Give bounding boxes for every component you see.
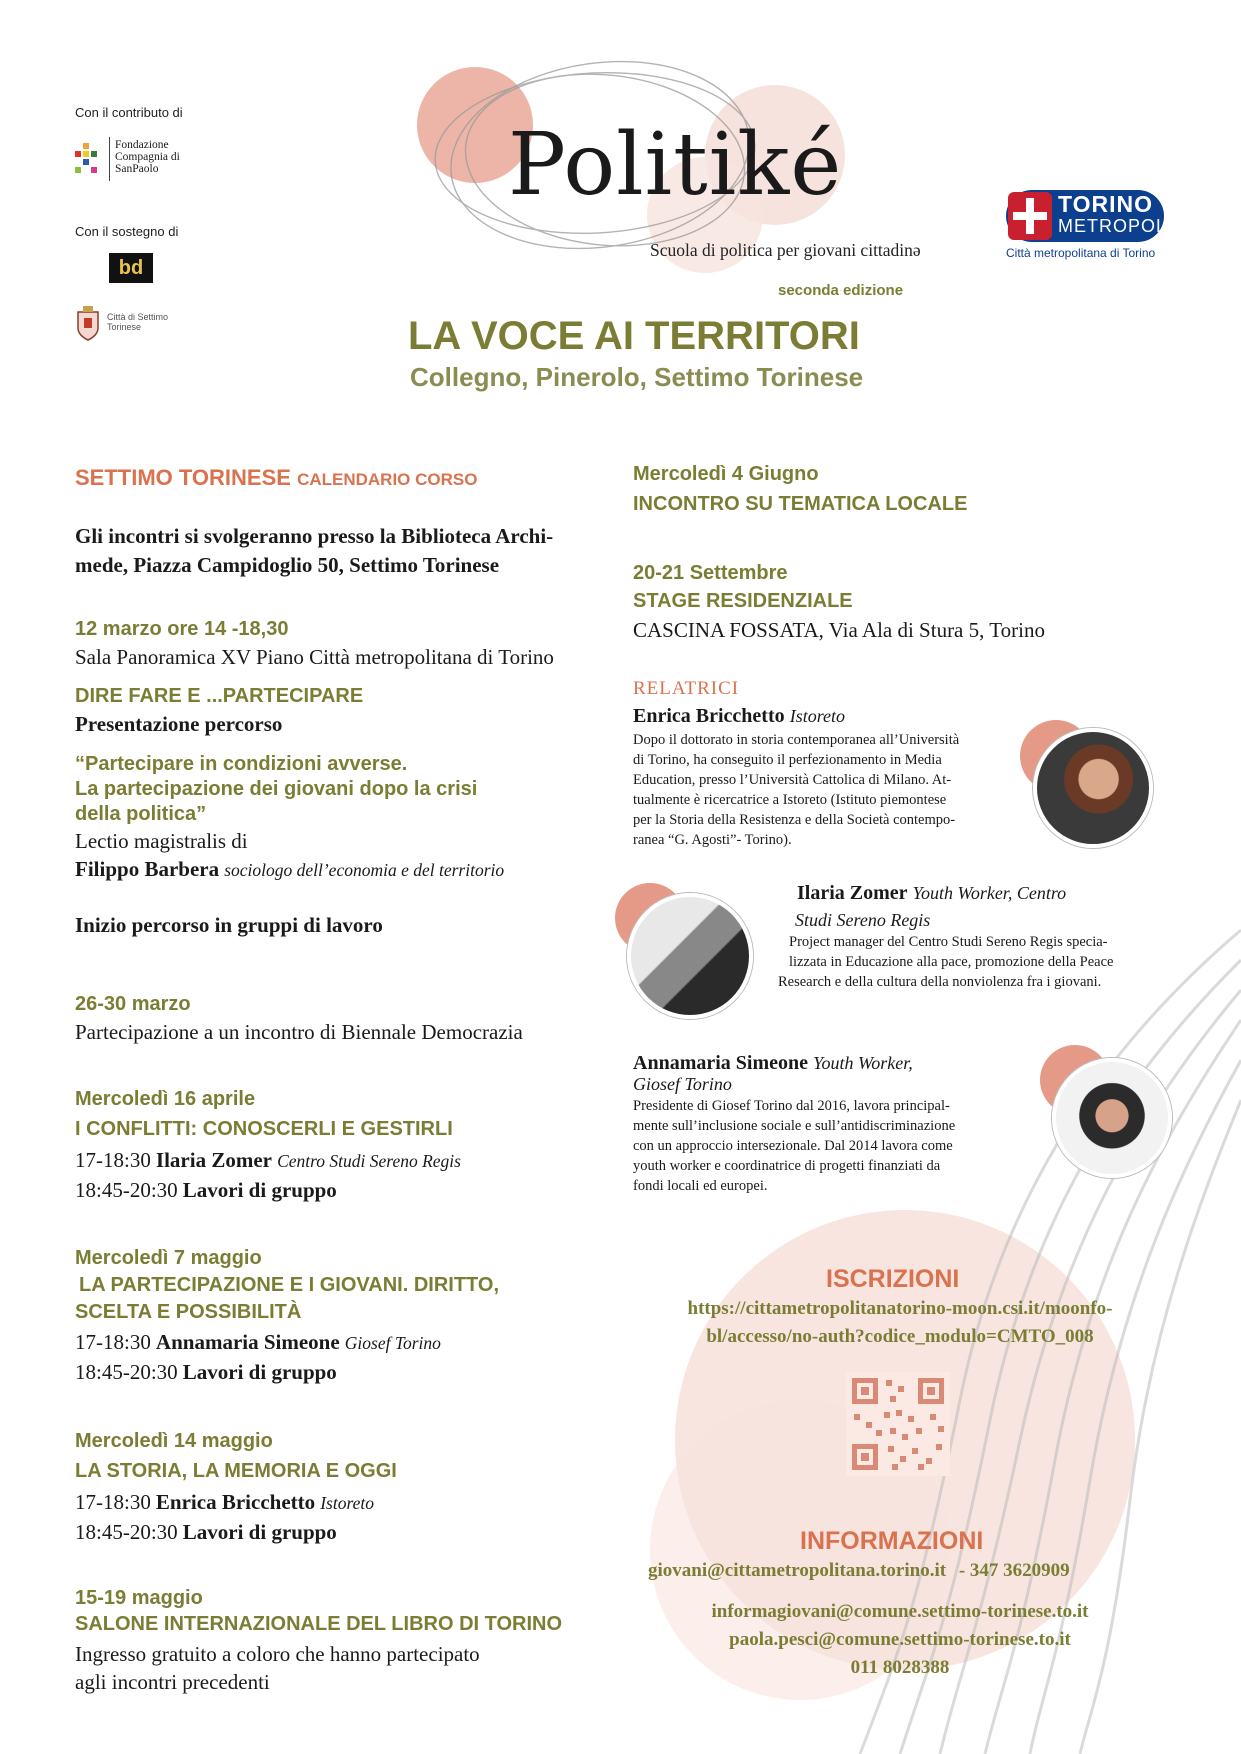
e1-lectio: Lectio magistralis di [75,829,248,853]
s3-header [633,1052,913,1075]
e1-speaker-role: sociologo dell’economia e del territorio [224,860,505,880]
iscrizioni-url-line2[interactable]: bl/accesso/no-auth?codice_modulo=CMTO_008 [706,1326,1094,1347]
e3-groups: Lavori di gruppo [182,1178,337,1202]
compagnia-sanpaolo-logo [75,137,195,181]
s1-org: Istoreto [789,706,846,726]
e5-slot1 [75,1490,374,1515]
logo-title: Politiké [508,115,843,215]
e1-speaker-line [75,857,504,882]
torino-metropoli-logo [1006,190,1174,260]
s2-photo [627,893,753,1019]
s2-bio [778,932,1168,992]
main-title: LA VOCE AI TERRITORI [408,314,860,358]
e1-quote-line2: La partecipazione dei giovani dopo la crisi [75,778,478,800]
informazioni-title: INFORMAZIONI [800,1527,984,1555]
logo-caption: Città metropolitana di Torino [1006,246,1156,260]
e4-title [75,1272,499,1326]
e2-date: 26-30 marzo [75,993,191,1015]
e1-date: 12 marzo ore 14 -18,30 [75,618,289,640]
logo-red-shield [1008,192,1052,240]
s1-header [633,705,845,728]
e3-title: I CONFLITTI: CONOSCERLI E GESTIRLI [75,1118,453,1140]
e6-text [75,1640,480,1696]
s3-bio-line2: mente sull’inclusione sociale e sull’antidiscriminazione [633,1118,956,1134]
s1-bio-line3: Education, presso l’Università Cattolica di Milano. At- [633,772,952,788]
s2-header [797,882,1066,905]
e3-time1: 17-18:30 [75,1148,151,1172]
info-phone1: - 347 3620909 [958,1560,1070,1581]
iscrizioni-url-line1[interactable]: https://cittametropolitanatorino-moon.csi.it/moonfo- [687,1298,1113,1319]
e1-title: DIRE FARE E ...PARTECIPARE [75,685,364,707]
r1-date: Mercoledì 4 Giugno [633,463,819,485]
s1-bio-line6: ranea “G. Agosti”- Torino). [633,832,792,848]
s3-role1: Youth Worker, [813,1053,913,1073]
intro-line1: Gli incontri si svolgeranno presso la Biblioteca Archi- [75,524,554,548]
foundation-name: Fondazione Compagnia di SanPaolo [115,139,180,175]
r1-title: INCONTRO SU TEMATICA LOCALE [633,493,968,515]
s3-bio-line1: Presidente di Giosef Torino dal 2016, lavora principal- [633,1098,950,1114]
sanpaolo-mosaic-icon [75,141,103,177]
e4-org: Giosef Torino [344,1333,441,1353]
e5-time1: 17-18:30 [75,1490,151,1514]
s2-role1: Youth Worker, Centro [912,883,1067,903]
s3-role2: Giosef Torino [633,1074,732,1094]
e4-title-line1: LA PARTECIPAZIONE E I GIOVANI. DIRITTO, [79,1274,500,1296]
logo-line2: METROPOLI [1058,216,1174,236]
info-line1 [648,1560,1070,1582]
section-title [75,465,477,491]
bibliotheca-logo: bd [109,253,153,283]
e5-slot2 [75,1520,337,1545]
e4-name: Annamaria Simeone [155,1330,340,1354]
s2-bio-line1: Project manager del Centro Studi Sereno Regis specia- [789,934,1108,950]
r2-date: 20-21 Settembre [633,562,788,584]
s3-bio-line4: youth worker e coordinatrice di progetti finanziati da [633,1158,941,1174]
r2-title: STAGE RESIDENZIALE [633,590,853,612]
s1-name: Enrica Bricchetto [633,705,785,727]
subtitle: Collegno, Pinerolo, Settimo Torinese [410,362,864,392]
s3-bio [633,1096,1013,1196]
settimo-city-logo [75,304,185,348]
e5-name: Enrica Bricchetto [155,1490,316,1514]
s2-bio-line2: lizzata in Educazione alla pace, promozione della Peace [789,954,1114,970]
e1-speaker: Filippo Barbera [75,857,220,881]
contributo-label: Con il contributo di [75,105,183,120]
s1-bio-line4: tualmente è ricercatrice a Istoreto (Istituto piemontese [633,792,947,808]
section-title-sub: CALENDARIO CORSO [297,470,478,489]
info-contacts [640,1598,1160,1682]
e3-name: Ilaria Zomer [155,1148,272,1172]
e4-time2: 18:45-20:30 [75,1360,178,1384]
s3-bio-line5: fondi locali ed europei. [633,1178,768,1194]
e4-groups: Lavori di gruppo [182,1360,337,1384]
intro-line2: mede, Piazza Campidoglio 50, Settimo Torinese [75,553,500,577]
e5-groups: Lavori di gruppo [182,1520,337,1544]
iscrizioni-title: ISCRIZIONI [826,1265,960,1293]
logo-subtitle: Scuola di politica per giovani cittadinə [650,240,921,260]
e1-groups: Inizio percorso in gruppi di lavoro [75,913,383,937]
e1-quote [75,752,477,827]
e3-slot2 [75,1178,337,1203]
info-email2[interactable]: informagiovani@comune.settimo-torinese.to.it [711,1601,1089,1622]
logo-line1: TORINO [1058,191,1154,217]
s2-name: Ilaria Zomer [797,882,908,904]
e1-quote-line3: della politica” [75,803,207,825]
s2-role2: Studi Sereno Regis [795,910,931,930]
e5-time2: 18:45-20:30 [75,1520,178,1544]
e1-quote-line1: “Partecipare in condizioni avverse. [75,753,408,775]
e2-text: Partecipazione a un incontro di Biennale Democrazia [75,1020,523,1044]
s1-bio [633,730,1013,850]
e5-org: Istoreto [320,1493,375,1513]
e6-text-line1: Ingresso gratuito a coloro che hanno partecipato [75,1642,480,1666]
e1-sub: Presentazione percorso [75,712,283,736]
s3-name: Annamaria Simeone [633,1052,808,1074]
s3-bio-line3: con un approccio intersezionale. Dal 2014 lavora come [633,1138,953,1154]
iscrizioni-url[interactable] [640,1295,1160,1351]
s2-bio-line3: Research e della cultura della nonviolenza fra i giovani. [778,974,1102,990]
s1-bio-line5: per la Storia della Resistenza e della Società contempo- [633,812,956,828]
r2-place: CASCINA FOSSATA, Via Ala di Stura 5, Torino [633,618,1045,642]
e4-time1: 17-18:30 [75,1330,151,1354]
sostegno-label: Con il sostegno di [75,224,179,239]
info-email1[interactable]: giovani@cittametropolitana.torino.it [648,1560,947,1581]
s1-photo [1033,728,1153,848]
relatrici-label: RELATRICI [633,678,740,699]
e6-title: SALONE INTERNAZIONALE DEL LIBRO DI TORINO [75,1613,563,1635]
e3-slot1 [75,1148,461,1173]
city-crest-icon [75,306,101,342]
qr-code-icon[interactable] [846,1372,950,1476]
edition-label: seconda edizione [778,282,904,299]
info-email3[interactable]: paola.pesci@comune.settimo-torinese.to.it [729,1629,1071,1650]
e6-date: 15-19 maggio [75,1587,203,1609]
section-title-main: SETTIMO TORINESE [75,465,291,490]
info-phone2: 011 8028388 [850,1657,950,1678]
e4-slot1 [75,1330,441,1355]
s3-photo [1052,1058,1172,1178]
e5-title: LA STORIA, LA MEMORIA E OGGI [75,1460,397,1482]
e5-date: Mercoledì 14 maggio [75,1430,273,1452]
e4-title-line2: SCELTA E POSSIBILITÀ [75,1301,302,1323]
city-logo-text: Città di Settimo Torinese [107,312,169,332]
e3-org: Centro Studi Sereno Regis [277,1151,461,1171]
e1-place: Sala Panoramica XV Piano Città metropolitana di Torino [75,645,554,669]
e6-text-line2: agli incontri precedenti [75,1670,270,1694]
intro-text [75,522,553,580]
e4-slot2 [75,1360,337,1385]
s1-bio-line2: di Torino, ha conseguito il perfezionamento in Media [633,752,942,768]
divider [109,137,110,181]
e4-date: Mercoledì 7 maggio [75,1247,262,1269]
s1-bio-line1: Dopo il dottorato in storia contemporanea all’Università [633,732,960,748]
e3-date: Mercoledì 16 aprile [75,1088,256,1110]
e3-time2: 18:45-20:30 [75,1178,178,1202]
